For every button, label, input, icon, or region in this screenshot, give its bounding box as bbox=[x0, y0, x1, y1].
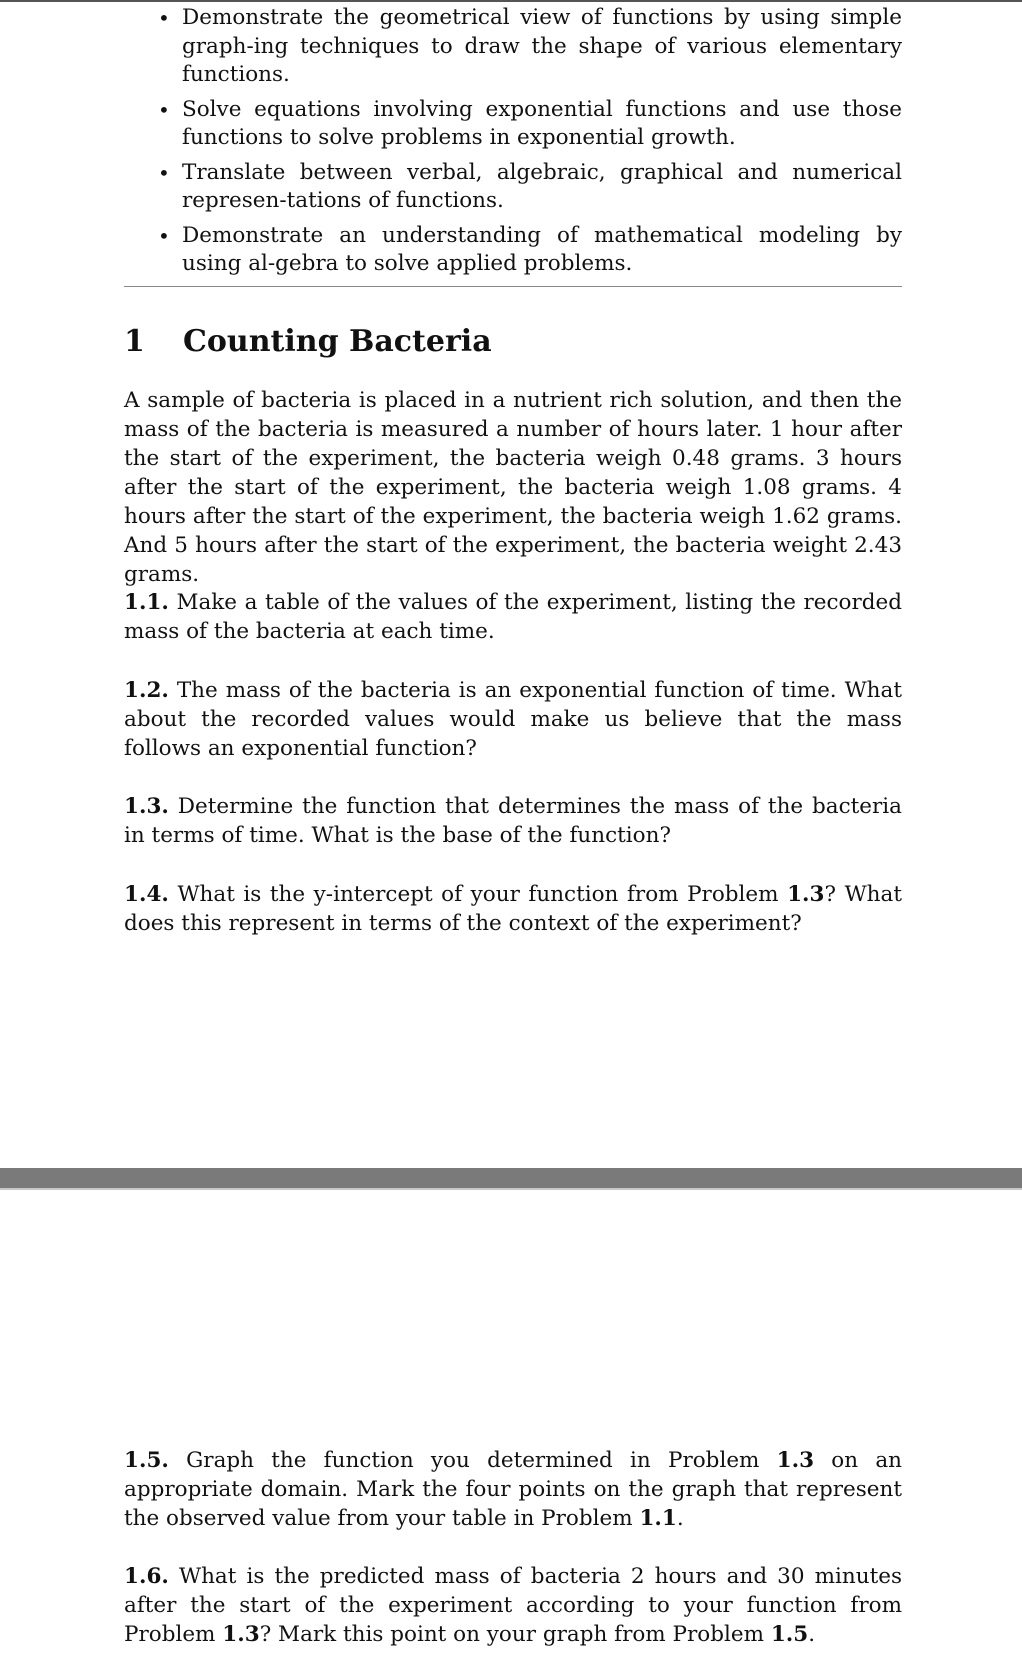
bullet-icon: • bbox=[158, 6, 170, 30]
list-item bbox=[124, 4, 902, 90]
problem-text: Make a table of the values of the experiment, listing the recorded mass of the bacteria at each time. bbox=[124, 590, 902, 644]
problem-label: 1.3. bbox=[124, 794, 169, 819]
problem-1-5 bbox=[124, 1446, 902, 1533]
problem-1-6 bbox=[124, 1562, 902, 1649]
list-item bbox=[124, 96, 902, 153]
problem-label: 1.4. bbox=[124, 882, 169, 907]
problem-reference: 1.3 bbox=[776, 1448, 815, 1473]
page-top-border bbox=[0, 0, 1022, 2]
problem-text: Graph the function you determined in Problem bbox=[168, 1448, 777, 1473]
problem-text: The mass of the bacteria is an exponential function of time. What about the recorded values would make us believe that the mass follows an exponential function? bbox=[124, 678, 902, 761]
problem-label: 1.6. bbox=[124, 1564, 169, 1589]
problem-text: Determine the function that determines the mass of the bacteria in terms of time. What is the base of the function? bbox=[124, 794, 902, 848]
section-number: 1 bbox=[124, 324, 145, 359]
problem-text: on an appropriate domain. Mark the four points on the graph that represent the observed value from your table in Problem bbox=[124, 1448, 902, 1531]
problem-label: 1.5. bbox=[124, 1448, 169, 1473]
objective-text: Demonstrate an understanding of mathematical modeling by using al-gebra to solve applied problems. bbox=[182, 222, 902, 276]
problem-text: ? Mark this point on your graph from Problem bbox=[259, 1622, 771, 1647]
bullet-icon: • bbox=[158, 97, 170, 122]
list-item bbox=[124, 159, 902, 216]
bullet-icon: • bbox=[158, 223, 170, 248]
problem-label: 1.1. bbox=[124, 590, 169, 615]
section-title: Counting Bacteria bbox=[183, 324, 492, 359]
section-divider bbox=[124, 286, 902, 287]
problem-reference: 1.3 bbox=[787, 882, 825, 907]
problem-1-1 bbox=[124, 588, 902, 646]
objective-text: Solve equations involving exponential functions and use those functions to solve problems in exponential growth. bbox=[182, 96, 902, 150]
objective-text: Demonstrate the geometrical view of functions by using simple graph-ing techniques to draw the shape of various elementary functions. bbox=[182, 5, 902, 87]
list-item bbox=[124, 222, 902, 279]
problem-reference: 1.5 bbox=[770, 1622, 809, 1647]
problem-label: 1.2. bbox=[124, 678, 169, 703]
problem-1-3 bbox=[124, 792, 902, 850]
problem-1-4 bbox=[124, 880, 902, 938]
section-heading bbox=[124, 322, 902, 362]
problem-reference: 1.3 bbox=[222, 1622, 260, 1647]
objective-text: Translate between verbal, algebraic, graphical and numerical represen-tations of functions. bbox=[182, 159, 902, 213]
objectives-list bbox=[124, 4, 902, 285]
intro-paragraph: A sample of bacteria is placed in a nutrient rich solution, and then the mass of the bacteria is measured a number of hours later. 1 hour after the start of the experiment, the bacteria weigh 0.48 grams. 3 hours after the start of the experiment, the bacteria weigh 1.08 grams. 4 hours after the start of the experiment, the bacteria weigh 1.62 grams. And 5 hours after the start of the experiment, the bacteria weight 2.43 grams. bbox=[124, 388, 902, 587]
problem-text: . bbox=[676, 1506, 684, 1531]
page-break-bar bbox=[0, 1168, 1022, 1190]
problem-reference: 1.1 bbox=[639, 1506, 677, 1531]
problem-1-2 bbox=[124, 676, 902, 763]
problem-text: What is the y-intercept of your function from Problem bbox=[168, 882, 788, 907]
problem-text: ? What does this represent in terms of the context of the experiment? bbox=[124, 882, 902, 936]
problem-text: . bbox=[808, 1622, 816, 1647]
problem-text: What is the predicted mass of bacteria 2 hours and 30 minutes after the start of the experiment according to your function from Problem bbox=[124, 1564, 902, 1647]
bullet-icon: • bbox=[158, 160, 170, 185]
